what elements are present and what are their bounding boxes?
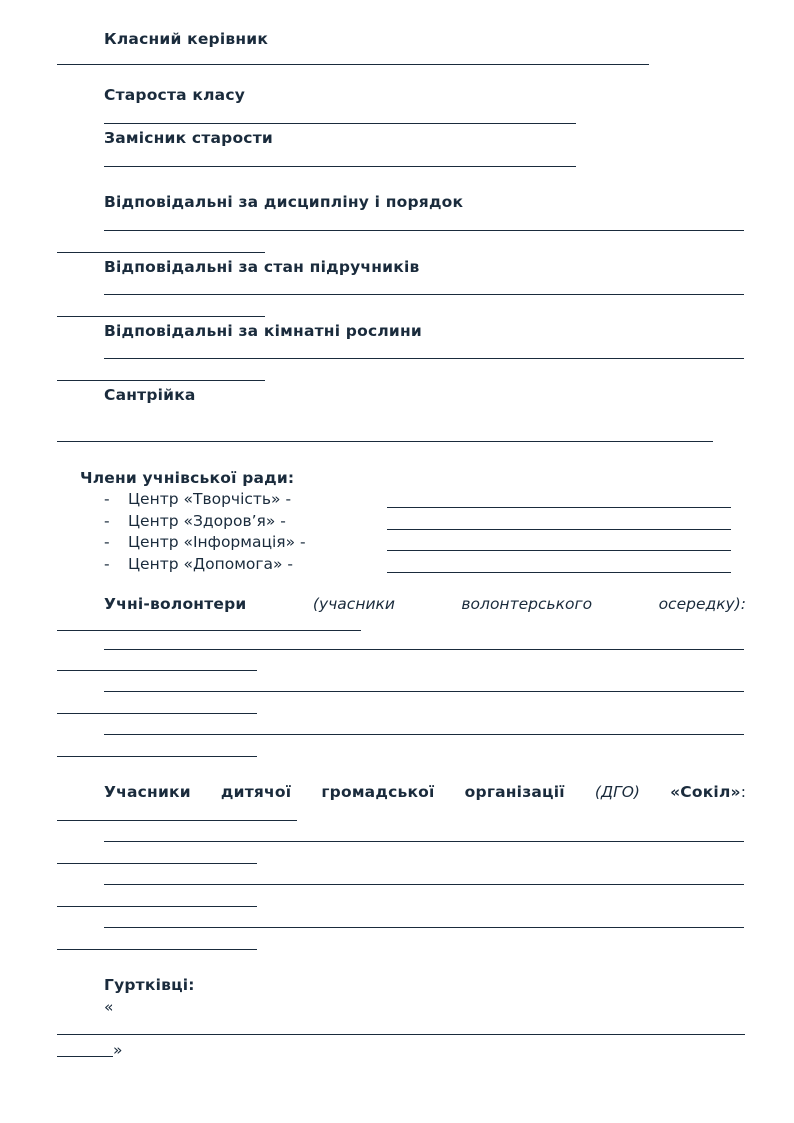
volunteers-line-0[interactable]	[57, 630, 361, 631]
council-bullet-2: -	[104, 512, 110, 530]
volunteers-line-1b[interactable]	[57, 670, 257, 671]
center-zdorovya-line[interactable]	[387, 529, 731, 530]
sanitary-line[interactable]	[57, 441, 713, 442]
volunteers-line-3b[interactable]	[57, 756, 257, 757]
dgo-word-2: дитячої	[220, 783, 292, 801]
volunteers-heading	[104, 594, 746, 614]
council-bullet-3: -	[104, 533, 110, 551]
deputy-head-label: Замісник старости	[104, 129, 273, 147]
dgo-line-1a[interactable]	[104, 841, 744, 842]
center-informatsiya-line[interactable]	[387, 550, 731, 551]
deputy-head-line[interactable]	[104, 166, 576, 167]
textbooks-line-2[interactable]	[57, 316, 265, 317]
class-teacher-line[interactable]	[57, 64, 649, 65]
clubs-label: Гуртківці:	[104, 976, 195, 994]
dgo-word-1: Учасники	[104, 783, 191, 801]
discipline-line-1[interactable]	[104, 230, 744, 231]
plants-line-1[interactable]	[104, 358, 744, 359]
dgo-abbr: (ДГО)	[594, 783, 640, 801]
discipline-line-2[interactable]	[57, 252, 265, 253]
center-informatsiya-label: Центр «Інформація» -	[128, 533, 306, 551]
center-zdorovya-label: Центр «Здоров’я» -	[128, 512, 286, 530]
volunteers-note-word-2: волонтерського	[461, 595, 593, 613]
council-bullet-1: -	[104, 490, 110, 508]
dgo-colon: :	[740, 783, 746, 801]
volunteers-note-word-1: (учасники	[312, 595, 395, 613]
volunteers-label: Учні-волонтери	[104, 595, 247, 613]
clubs-close-quote: »	[113, 1041, 123, 1059]
dgo-line-2a[interactable]	[104, 884, 744, 885]
volunteers-line-2a[interactable]	[104, 691, 744, 692]
dgo-heading	[104, 782, 746, 802]
volunteers-line-2b[interactable]	[57, 713, 257, 714]
sanitary-label: Сантрійка	[104, 386, 196, 404]
council-bullet-4: -	[104, 555, 110, 573]
discipline-label: Відповідальні за дисципліну і порядок	[104, 193, 464, 211]
center-tvorchist-line[interactable]	[387, 507, 731, 508]
textbooks-line-1[interactable]	[104, 294, 744, 295]
clubs-open-quote: «	[104, 998, 114, 1016]
center-dopomoha-line[interactable]	[387, 572, 731, 573]
center-dopomoha-label: Центр «Допомога» -	[128, 555, 294, 573]
dgo-name: «Сокіл»	[670, 783, 741, 801]
dgo-line-0[interactable]	[57, 820, 297, 821]
dgo-line-1b[interactable]	[57, 863, 257, 864]
center-tvorchist-label: Центр «Творчість» -	[128, 490, 292, 508]
textbooks-label: Відповідальні за стан підручників	[104, 258, 420, 276]
dgo-name-group	[670, 782, 746, 802]
dgo-line-3a[interactable]	[104, 927, 744, 928]
class-teacher-label: Класний керівник	[104, 30, 269, 48]
class-head-line[interactable]	[104, 123, 576, 124]
plants-line-2[interactable]	[57, 380, 265, 381]
volunteers-line-1a[interactable]	[104, 649, 744, 650]
council-title: Члени учнівської ради:	[80, 469, 295, 487]
dgo-line-2b[interactable]	[57, 906, 257, 907]
dgo-line-3b[interactable]	[57, 949, 257, 950]
plants-label: Відповідальні за кімнатні рослини	[104, 322, 422, 340]
volunteers-line-3a[interactable]	[104, 734, 744, 735]
class-head-label: Староста класу	[104, 86, 246, 104]
dgo-word-3: громадської	[321, 783, 435, 801]
clubs-line-2[interactable]	[57, 1056, 113, 1057]
clubs-line-1[interactable]	[57, 1034, 745, 1035]
dgo-word-4: організації	[464, 783, 565, 801]
volunteers-note-word-3: осередку):	[658, 595, 746, 613]
